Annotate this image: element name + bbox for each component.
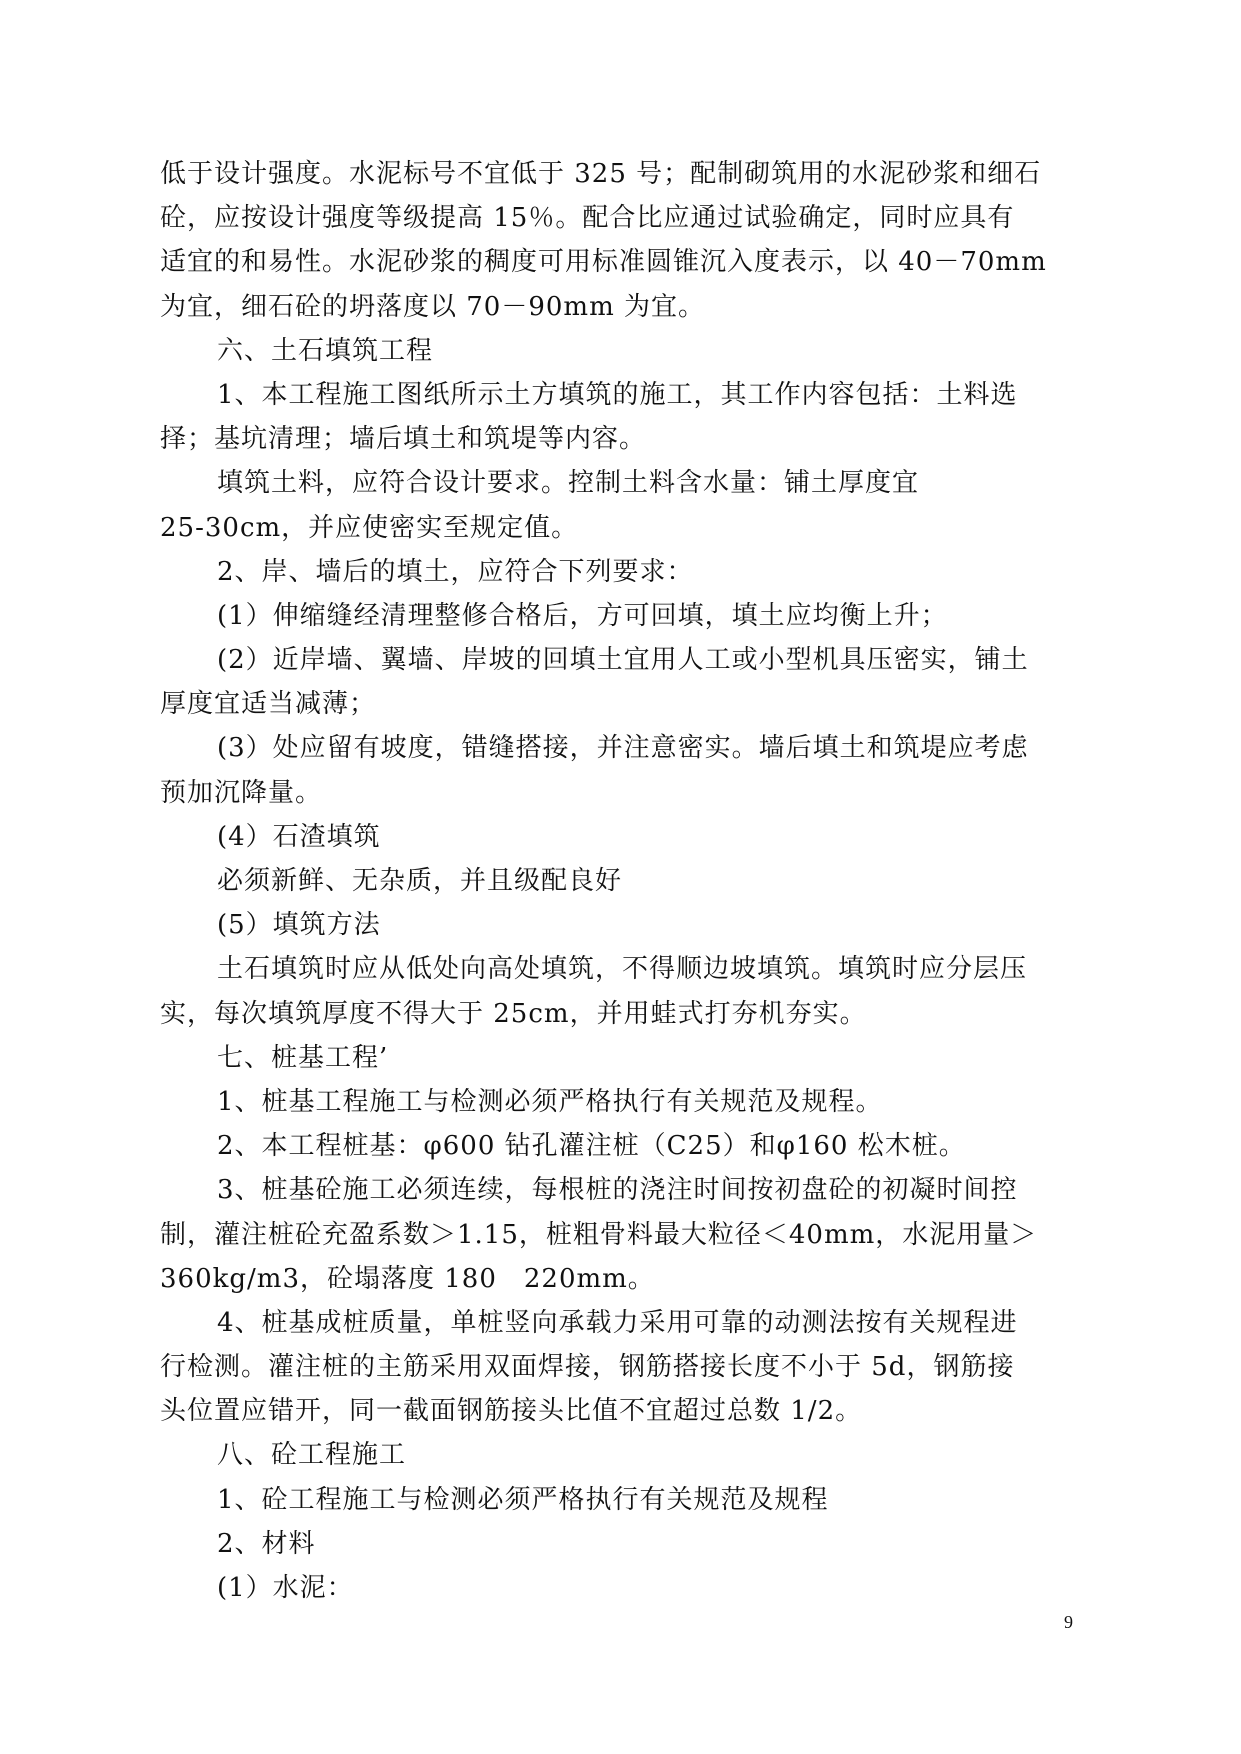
body-text-line: 适宜的和易性。水泥砂浆的稠度可用标准圆锥沉入度表示，以 40－70mm bbox=[160, 247, 1047, 278]
body-text-line: 1、砼工程施工与检测必须严格执行有关规范及规程 bbox=[217, 1484, 829, 1515]
list-item-line: (3）处应留有坡度，错缝搭接，并注意密实。墙后填土和筑堤应考虑 bbox=[217, 733, 1029, 764]
section-heading: 八、砼工程施工 bbox=[217, 1440, 407, 1471]
body-text-line: 为宜，细石砼的坍落度以 70－90mm 为宜。 bbox=[160, 291, 706, 322]
body-text-line: 填筑土料，应符合设计要求。控制土料含水量：铺土厚度宜 bbox=[217, 468, 920, 499]
list-item-line: (1）水泥： bbox=[217, 1573, 354, 1603]
body-text-line: 低于设计强度。水泥标号不宜低于 325 号；配制砌筑用的水泥砂浆和细石 bbox=[160, 159, 1042, 189]
list-item-line: (4）石渣填筑 bbox=[217, 821, 381, 852]
section-heading: 六、土石填筑工程 bbox=[217, 335, 434, 366]
body-text-line: 厚度宜适当减薄； bbox=[160, 689, 377, 720]
body-text-line: 1、桩基工程施工与检测必须严格执行有关规范及规程。 bbox=[217, 1086, 883, 1117]
document-body bbox=[160, 152, 1080, 1610]
list-item-line: (2）近岸墙、翼墙、岸坡的回填土宜用人工或小型机具压密实，铺土 bbox=[217, 645, 1029, 676]
body-text-line: 行检测。灌注桩的主筋采用双面焊接，钢筋搭接长度不小于 5d，钢筋接 bbox=[160, 1352, 1015, 1383]
body-text-line: 2、材料 bbox=[217, 1528, 316, 1559]
body-text-line: 2、本工程桩基：φ600 钻孔灌注桩（C25）和φ160 松木桩。 bbox=[217, 1131, 966, 1162]
body-text-line: 头位置应错开，同一截面钢筋接头比值不宜超过总数 1/2。 bbox=[160, 1396, 863, 1427]
body-text-line: 2、岸、墙后的填土，应符合下列要求： bbox=[217, 556, 694, 587]
body-text-line: 砼，应按设计强度等级提高 15％。配合比应通过试验确定，同时应具有 bbox=[160, 203, 1015, 234]
body-text-line: 360kg/m3，砼塌落度 180 220mm。 bbox=[160, 1263, 655, 1294]
body-text-line: 4、桩基成桩质量，单桩竖向承载力采用可靠的动测法按有关规程进 bbox=[217, 1307, 1018, 1338]
body-text-line: 预加沉降量。 bbox=[160, 777, 323, 808]
body-text-line: 25-30cm，并应使密实至规定值。 bbox=[160, 512, 579, 543]
page-number: 9 bbox=[1064, 1612, 1073, 1632]
body-text-line: 土石填筑时应从低处向高处填筑，不得顺边坡填筑。填筑时应分层压 bbox=[217, 954, 1028, 985]
body-text-line: 择；基坑清理；墙后填土和筑堤等内容。 bbox=[160, 424, 647, 455]
list-item-line: (1）伸缩缝经清理整修合格后，方可回填，填土应均衡上升； bbox=[217, 600, 948, 631]
body-text-line: 实，每次填筑厚度不得大于 25cm，并用蛙式打夯机夯实。 bbox=[160, 998, 867, 1029]
body-text-line: 1、本工程施工图纸所示土方填筑的施工，其工作内容包括：土料选 bbox=[217, 379, 1018, 410]
body-text-line: 制，灌注桩砼充盈系数＞1.15，桩粗骨料最大粒径＜40mm，水泥用量＞ bbox=[160, 1219, 1038, 1250]
section-heading: 七、桩基工程’ bbox=[217, 1042, 389, 1073]
body-text-line: 必须新鲜、无杂质，并且级配良好 bbox=[217, 866, 623, 896]
list-item-line: (5）填筑方法 bbox=[217, 910, 381, 941]
body-text-line: 3、桩基砼施工必须连续，每根桩的浇注时间按初盘砼的初凝时间控 bbox=[217, 1175, 1018, 1206]
